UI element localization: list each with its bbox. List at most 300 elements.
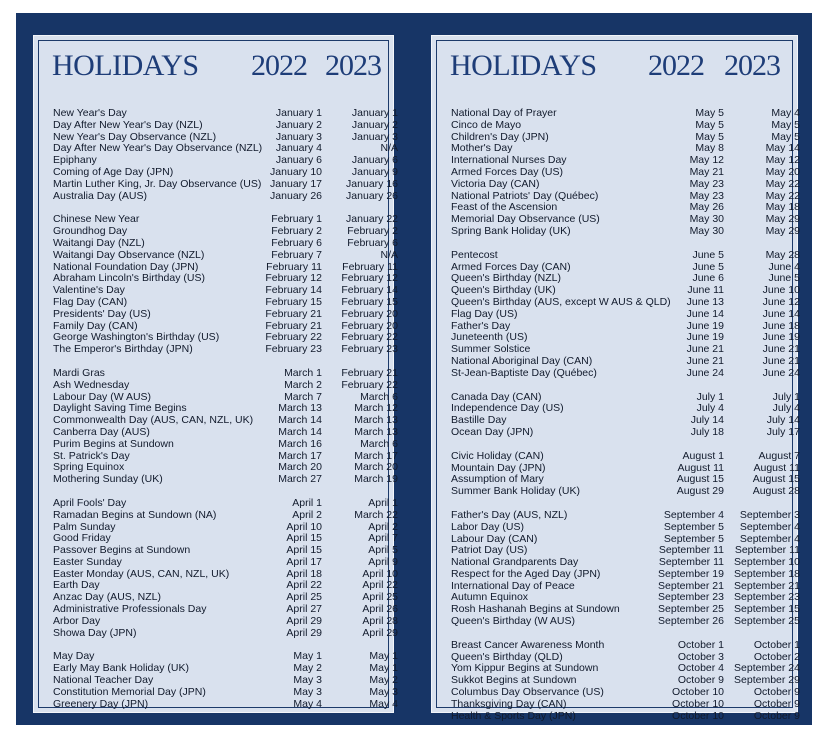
holiday-row [451,709,800,723]
holiday-name: New Year's Day Observance (NZL) [53,130,217,143]
holiday-row [53,603,398,616]
holiday-list [451,107,800,722]
holiday-name: National Patriots' Day (Québec) [451,189,599,202]
date-2023: April 5 [368,544,398,557]
group-spacer [451,380,792,392]
holiday-row [451,248,800,262]
date-2022: April 25 [286,591,322,604]
holiday-name: Victoria Day (CAN) [451,177,540,190]
date-2023: February 11 [342,260,398,273]
date-2022: May 5 [695,118,724,131]
holiday-row [53,248,398,262]
holiday-row [53,118,398,132]
date-2023: March 22 [354,508,398,521]
holiday-name: National Grandparents Day [451,556,579,569]
holidays-page-right [431,35,800,722]
date-2023: May 5 [771,118,800,131]
holiday-row [53,236,398,250]
holiday-name: International Day of Peace [451,579,575,592]
date-2023: June 21 [762,343,800,356]
holiday-name: Spring Equinox [53,461,125,474]
date-2022: May 2 [293,662,322,675]
holiday-row [451,118,800,132]
holiday-name: Children's Day (JPN) [451,130,549,143]
date-2022: July 18 [690,425,724,438]
date-2022: February 2 [271,225,322,238]
date-2022: June 19 [686,331,724,344]
date-2023: March 19 [354,473,398,486]
date-2022: March 7 [284,390,322,403]
date-2022: September 23 [658,591,724,604]
holiday-row [451,354,800,368]
holiday-name: Earth Day [53,579,100,592]
date-2023: June 12 [762,295,800,308]
date-2023: May 4 [771,107,800,119]
holiday-name: Labour Day (W AUS) [53,390,152,403]
date-2022: June 24 [686,366,724,379]
date-2023: September 18 [734,567,800,580]
date-2022: June 14 [686,307,724,320]
date-2022: June 19 [686,319,724,332]
holiday-name: Easter Monday (AUS, CAN, NZL, UK) [53,567,230,580]
holiday-name: Martin Luther King, Jr. Day Observance (US) [53,177,262,190]
date-2023: May 28 [765,248,800,261]
holiday-name: Ramadan Begins at Sundown (NA) [53,508,217,521]
holiday-row [53,366,398,380]
date-2022: February 15 [265,295,322,308]
date-2023: May 3 [369,685,398,698]
date-2023: May 29 [765,213,800,226]
date-2022: March 13 [278,402,322,415]
date-2022: September 19 [658,567,724,580]
year-2022-heading: 2022 [648,49,704,82]
date-2023: May 14 [765,142,800,155]
holiday-name: Bastille Day [451,414,507,427]
date-2022: August 29 [676,485,724,498]
holiday-name: Rosh Hashanah Begins at Sundown [451,603,620,616]
holiday-row [53,189,398,203]
date-2022: October 10 [672,709,724,722]
holiday-name: National Aboriginal Day (CAN) [451,354,593,367]
holiday-name: Abraham Lincoln's Birthday (US) [53,272,205,285]
date-2023: September 25 [734,615,800,628]
date-2022: March 14 [278,425,322,438]
holiday-name: Columbus Day Observance (US) [451,686,604,699]
planner-spread [16,13,812,725]
page-border [38,40,398,710]
holiday-name: Pentecost [451,248,498,261]
holiday-row [451,177,800,191]
date-2022: January 4 [275,142,322,155]
date-2023: April 26 [362,603,398,616]
date-2023: January 6 [351,154,398,167]
date-2023: May 22 [765,189,800,202]
holiday-name: Mountain Day (JPN) [451,461,546,474]
holiday-row [53,496,398,510]
date-2023: May 4 [369,697,398,710]
date-2023: August 11 [753,461,800,474]
holiday-row [53,378,398,392]
date-2023: September 24 [734,662,800,675]
date-2023: June 24 [762,366,800,379]
date-2023: March 6 [360,437,398,450]
holiday-name: Queen's Birthday (UK) [451,284,556,297]
holiday-name: Family Day (CAN) [53,319,138,332]
date-2023: April 10 [362,567,398,580]
holiday-name: Sukkot Begins at Sundown [451,674,577,687]
holiday-row [451,615,800,628]
date-2023: January 3 [351,130,398,143]
holiday-name: Constitution Memorial Day (JPN) [53,685,206,698]
date-2023: June 14 [762,307,800,320]
holiday-name: Mother's Day [451,142,513,155]
holiday-name: New Year's Day [53,107,127,119]
holiday-name: Father's Day [451,319,511,332]
holiday-row [451,508,800,522]
holiday-row [451,307,800,321]
date-2023: July 4 [772,402,800,415]
date-2022: April 15 [286,532,322,545]
date-2022: January 26 [270,189,322,202]
date-2023: August 28 [752,485,800,498]
page-title: HOLIDAYS [52,49,199,82]
date-2023: May 1 [369,662,398,675]
holiday-name: Independence Day (US) [451,402,564,415]
holiday-name: Yom Kippur Begins at Sundown [451,662,599,675]
date-2022: April 27 [286,603,322,616]
holiday-name: Epiphany [53,154,97,167]
date-2023: May 22 [765,177,800,190]
date-2022: October 10 [672,686,724,699]
date-2022: September 4 [663,508,724,521]
date-2022: April 22 [286,579,322,592]
date-2022: May 4 [293,697,322,710]
holiday-row [451,449,800,463]
date-2022: May 12 [689,154,724,167]
holiday-name: Groundhog Day [53,225,128,238]
date-2022: April 17 [286,555,322,568]
date-2023: September 4 [739,520,800,533]
date-2022: February 21 [265,319,322,332]
date-2022: October 3 [677,650,724,663]
holiday-name: Summer Solstice [451,343,531,356]
holiday-list [53,107,398,710]
holiday-name: Anzac Day (AUS, NZL) [53,591,161,604]
date-2023: April 28 [362,614,398,627]
holiday-name: St-Jean-Baptiste Day (Québec) [451,366,597,379]
date-2023: May 18 [765,201,800,214]
date-2023: January 16 [346,177,398,190]
group-spacer [53,639,388,651]
holiday-name: Ash Wednesday [53,378,130,391]
date-2023: February 21 [341,366,398,379]
holiday-row [53,142,398,155]
date-2022: April 15 [286,544,322,557]
date-2023: June 18 [762,319,800,332]
holiday-name: International Nurses Day [451,154,567,167]
date-2022: May 23 [689,177,724,190]
date-2023: March 13 [354,425,398,438]
date-2022: May 30 [689,213,724,226]
holiday-row [451,295,800,309]
holiday-name: St. Patrick's Day [53,449,130,462]
holiday-name: Arbor Day [53,614,101,627]
holiday-row [53,425,398,439]
date-2023: September 4 [739,532,800,545]
date-2023: January 1 [351,107,398,119]
date-2023: May 2 [369,674,398,687]
date-2023: October 2 [753,650,800,663]
holiday-name: Summer Bank Holiday (UK) [451,485,580,498]
date-2023: July 14 [766,414,800,427]
date-2023: October 1 [753,638,800,651]
holiday-name: Queen's Birthday (QLD) [451,650,563,663]
date-2023: September 10 [734,556,800,569]
date-2023: October 9 [753,686,800,699]
holiday-name: Civic Holiday (CAN) [451,449,544,462]
date-2023: February 22 [341,378,398,391]
date-2023: June 21 [762,354,800,367]
date-2023: May 29 [765,224,800,237]
date-2023: June 10 [762,284,800,297]
holiday-name: Patriot Day (US) [451,544,528,557]
date-2023: September 15 [734,603,800,616]
page-border [436,40,800,722]
date-2023: February 20 [341,307,398,320]
holiday-name: Greenery Day (JPN) [53,697,149,710]
holiday-name: Valentine's Day [53,284,125,297]
holiday-name: Waitangi Day (NZL) [53,236,145,249]
date-2023: May 20 [765,165,800,178]
date-2023: May 5 [771,130,800,143]
date-2023: March 6 [360,390,398,403]
holiday-row [53,508,398,522]
date-2022: May 21 [689,165,724,178]
holiday-name: Showa Day (JPN) [53,626,137,639]
holiday-name: National Teacher Day [53,674,154,687]
date-2022: April 1 [292,496,322,509]
holiday-row [53,555,398,569]
holiday-row [451,224,800,238]
date-2023: March 20 [354,461,398,474]
date-2022: August 15 [676,473,724,486]
date-2022: May 5 [695,107,724,119]
date-2022: January 1 [275,107,322,119]
date-2023: March 17 [354,449,398,462]
year-2022-heading: 2022 [251,49,307,82]
holiday-row [53,437,398,451]
holiday-name: April Fools' Day [53,496,127,509]
holiday-row [53,307,398,321]
date-2023: May 12 [765,154,800,167]
date-2022: October 4 [677,662,724,675]
date-2022: March 14 [278,414,322,427]
holiday-row [53,165,398,179]
date-2023: N/A [380,248,398,261]
date-2022: March 2 [284,378,322,391]
holiday-row [451,697,800,711]
date-2023: September 29 [734,674,800,687]
date-2023: July 17 [766,425,800,438]
date-2022: February 14 [265,284,322,297]
holiday-name: The Emperor's Birthday (JPN) [53,343,193,356]
date-2022: September 5 [663,532,724,545]
date-2022: August 1 [682,449,724,462]
date-2022: May 8 [695,142,724,155]
holiday-name: George Washington's Birthday (US) [53,331,220,344]
holiday-name: Father's Day (AUS, NZL) [451,508,568,521]
date-2022: April 29 [286,614,322,627]
date-2022: May 3 [293,685,322,698]
holiday-name: Coming of Age Day (JPN) [53,165,174,178]
holiday-name: Daylight Saving Time Begins [53,402,187,415]
date-2022: October 9 [677,674,724,687]
page-title: HOLIDAYS [450,49,597,82]
date-2022: February 12 [265,272,322,285]
holiday-name: Day After New Year's Day Observance (NZL) [53,142,263,155]
date-2022: June 21 [686,354,724,367]
date-2022: September 11 [658,544,724,557]
holiday-row [451,366,800,380]
date-2022: May 3 [293,674,322,687]
holiday-row [53,567,398,581]
date-2022: June 6 [692,272,724,285]
date-2022: January 6 [275,154,322,167]
date-2023: June 19 [762,331,800,344]
holiday-name: Easter Sunday [53,555,122,568]
date-2023: February 23 [341,343,398,356]
date-2022: June 5 [692,260,724,273]
holiday-row [451,520,800,534]
date-2023: October 9 [753,709,800,722]
holiday-name: Autumn Equinox [451,591,529,604]
date-2022: April 2 [292,508,322,521]
date-2022: September 5 [663,520,724,533]
group-spacer [451,238,792,250]
holiday-name: May Day [53,650,95,663]
date-2023: February 12 [341,272,398,285]
date-2022: June 11 [687,284,724,297]
date-2022: January 10 [270,165,322,178]
holiday-row [53,473,398,486]
holiday-row [53,295,398,309]
date-2023: April 2 [368,520,398,533]
date-2023: April 9 [368,555,398,568]
date-2022: July 14 [690,414,724,427]
date-2022: March 16 [278,437,322,450]
date-2023: October 9 [753,697,800,710]
holiday-row [53,343,398,356]
date-2023: February 2 [347,225,398,238]
date-2022: April 18 [286,567,322,580]
date-2022: September 25 [658,603,724,616]
holiday-row [53,697,398,711]
date-2023: January 2 [351,118,398,131]
date-2023: March 13 [354,414,398,427]
date-2022: October 10 [672,697,724,710]
holiday-name: Mardi Gras [53,366,105,379]
date-2022: February 7 [271,248,322,261]
holiday-name: Thanksgiving Day (CAN) [451,697,567,710]
holiday-name: Assumption of Mary [451,473,544,486]
holiday-name: Cinco de Mayo [451,118,522,131]
date-2023: August 15 [752,473,800,486]
date-2023: April 22 [362,579,398,592]
date-2023: January 26 [346,189,398,202]
date-2022: February 22 [265,331,322,344]
holiday-name: Labor Day (US) [451,520,524,533]
holiday-name: Purim Begins at Sundown [53,437,174,450]
date-2022: January 17 [270,177,322,190]
holiday-name: Ocean Day (JPN) [451,425,534,438]
holiday-name: Day After New Year's Day (NZL) [53,118,203,131]
date-2022: September 26 [658,615,724,628]
holiday-name: Juneteenth (US) [451,331,528,344]
holiday-name: Presidents' Day (US) [53,307,151,320]
holiday-name: Flag Day (CAN) [53,295,128,308]
holiday-name: Queen's Birthday (W AUS) [451,615,575,628]
date-2022: January 2 [275,118,322,131]
date-2023: January 22 [346,213,398,226]
date-2023: April 25 [362,591,398,604]
date-2023: February 6 [347,236,398,249]
holiday-name: Canberra Day (AUS) [53,425,150,438]
date-2023: July 1 [772,390,800,403]
holiday-row [451,485,800,498]
holiday-row [451,165,800,179]
holiday-name: Good Friday [53,532,111,545]
holiday-name: Armed Forces Day (CAN) [451,260,571,273]
holiday-name: Administrative Professionals Day [53,603,207,616]
holiday-name: Queen's Birthday (NZL) [451,272,561,285]
date-2023: June 4 [768,260,800,273]
date-2022: September 21 [658,579,724,592]
date-2023: February 14 [341,284,398,297]
year-2023-heading: 2023 [724,49,780,82]
holiday-row [451,425,800,439]
holiday-row [53,614,398,628]
holiday-name: Queen's Birthday (AUS, except W AUS & QLD) [451,295,671,308]
date-2023: September 23 [734,591,800,604]
date-2022: March 20 [278,461,322,474]
holiday-name: Respect for the Aged Day (JPN) [451,567,601,580]
date-2022: August 11 [677,461,724,474]
date-2023: April 7 [368,532,398,545]
date-2023: June 5 [768,272,800,285]
date-2022: February 11 [266,260,322,273]
holiday-name: Commonwealth Day (AUS, CAN, NZL, UK) [53,414,254,427]
holiday-name: National Foundation Day (JPN) [53,260,199,273]
date-2023: May 1 [369,650,398,663]
date-2022: October 1 [677,638,724,651]
holiday-row [451,638,800,652]
date-2022: April 10 [286,520,322,533]
date-2023: September 3 [739,508,800,521]
date-2022: July 1 [696,390,724,403]
holiday-row [451,567,800,581]
year-2023-heading: 2023 [325,49,381,82]
date-2022: April 29 [286,626,322,639]
holiday-name: Mothering Sunday (UK) [53,473,163,486]
holiday-name: Passover Begins at Sundown [53,544,191,557]
holiday-name: Flag Day (US) [451,307,518,320]
date-2023: September 21 [734,579,800,592]
date-2022: May 30 [689,224,724,237]
holiday-name: Palm Sunday [53,520,116,533]
date-2022: May 1 [293,650,322,663]
holiday-name: Spring Bank Holiday (UK) [451,224,571,237]
date-2022: February 21 [265,307,322,320]
